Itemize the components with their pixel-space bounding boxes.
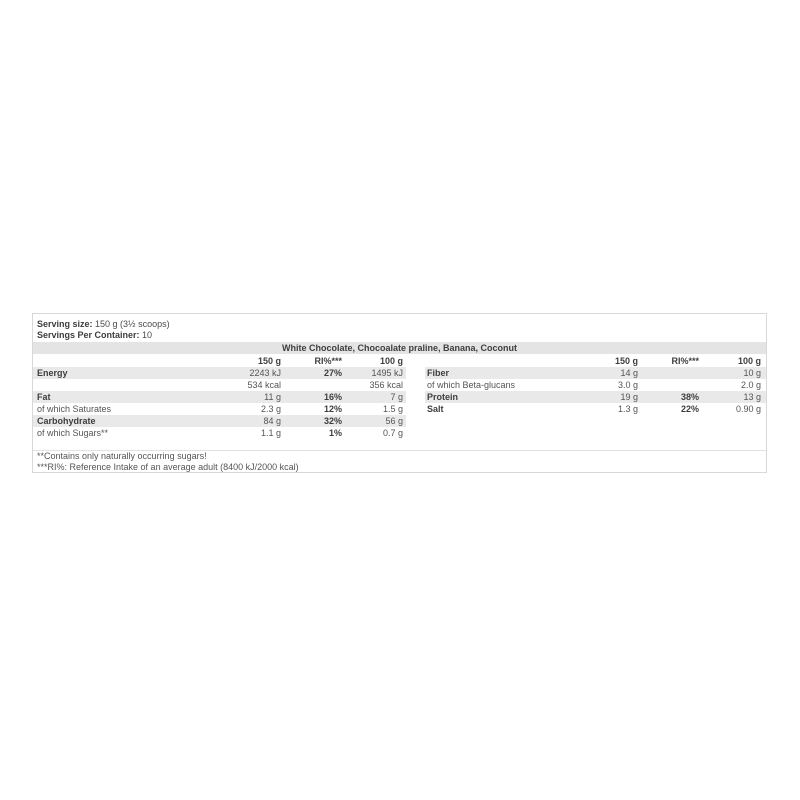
value-ri: 27% (323, 368, 342, 378)
value-150g: 1.3 g (617, 404, 638, 414)
value-100g: 2.0 g (740, 380, 761, 390)
value-150g: 84 g (263, 416, 281, 426)
value-100g: 13 g (743, 392, 761, 402)
left-header-150g: 150 g (257, 356, 281, 366)
table-row (33, 415, 766, 427)
value-100g: 56 g (385, 416, 403, 426)
serving-size (37, 319, 766, 330)
right-header-ri: RI%*** (671, 356, 699, 366)
value-150g: 11 g (264, 392, 281, 402)
serving-size-label: Serving size: (37, 319, 93, 329)
header-row (33, 355, 766, 367)
table-row (33, 403, 766, 415)
value-ri: 16% (323, 392, 342, 402)
value-100g: 1.5 g (382, 404, 403, 414)
nutrient-name: of which Saturates (37, 404, 112, 414)
nutrient-name: Energy (37, 368, 68, 378)
footnotes (37, 451, 299, 473)
footnote-ri: ***RI%: Reference Intake of an average adult (8400 kJ/2000 kcal) (37, 462, 299, 472)
value-ri: 1% (328, 428, 342, 438)
serving-size-value: 150 g (3½ scoops) (92, 319, 170, 329)
servings-per-container-value: 10 (139, 330, 153, 340)
serving-info (33, 314, 766, 341)
value-ri: 12% (323, 404, 342, 414)
value-100g: 1495 kJ (371, 368, 403, 378)
flavor-list: White Chocolate, Chocoalate praline, Banana, Coconut (33, 342, 766, 354)
left-header-100g: 100 g (379, 356, 403, 366)
value-ri: 38% (680, 392, 699, 402)
nutrient-name: Carbohydrate (37, 416, 96, 426)
value-100g: 0.7 g (382, 428, 403, 438)
value-100g: 7 g (390, 392, 403, 402)
nutrient-name: of which Beta-glucans (427, 380, 516, 390)
footnote-sugars: **Contains only naturally occurring sugars! (37, 451, 207, 461)
servings-per-container (37, 330, 766, 341)
table-row (33, 379, 766, 391)
left-header-ri: RI%*** (314, 356, 342, 366)
value-ri: 32% (323, 416, 342, 426)
nutrition-table (32, 313, 767, 473)
value-100g: 0.90 g (735, 404, 761, 414)
nutrient-name: Fat (37, 392, 51, 402)
value-150g: 1.1 g (260, 428, 281, 438)
nutrient-name: Salt (427, 404, 444, 414)
right-header-150g: 150 g (614, 356, 638, 366)
table-row (33, 367, 766, 379)
value-100g: 356 kcal (369, 380, 403, 390)
value-100g: 10 g (743, 368, 761, 378)
nutrient-name: of which Sugars** (37, 428, 109, 438)
value-150g: 14 g (620, 368, 638, 378)
nutrient-grid (33, 355, 766, 439)
value-150g: 3.0 g (617, 380, 638, 390)
value-150g: 2243 kJ (249, 368, 281, 378)
table-row (33, 427, 766, 439)
servings-per-container-label: Servings Per Container: (37, 330, 140, 340)
nutrient-name: Protein (427, 392, 459, 402)
table-row (33, 391, 766, 403)
right-header-100g: 100 g (737, 356, 761, 366)
value-150g: 2.3 g (260, 404, 281, 414)
value-150g: 19 g (620, 392, 638, 402)
value-150g: 534 kcal (247, 380, 281, 390)
nutrient-name: Fiber (427, 368, 450, 378)
value-ri: 22% (680, 404, 699, 414)
